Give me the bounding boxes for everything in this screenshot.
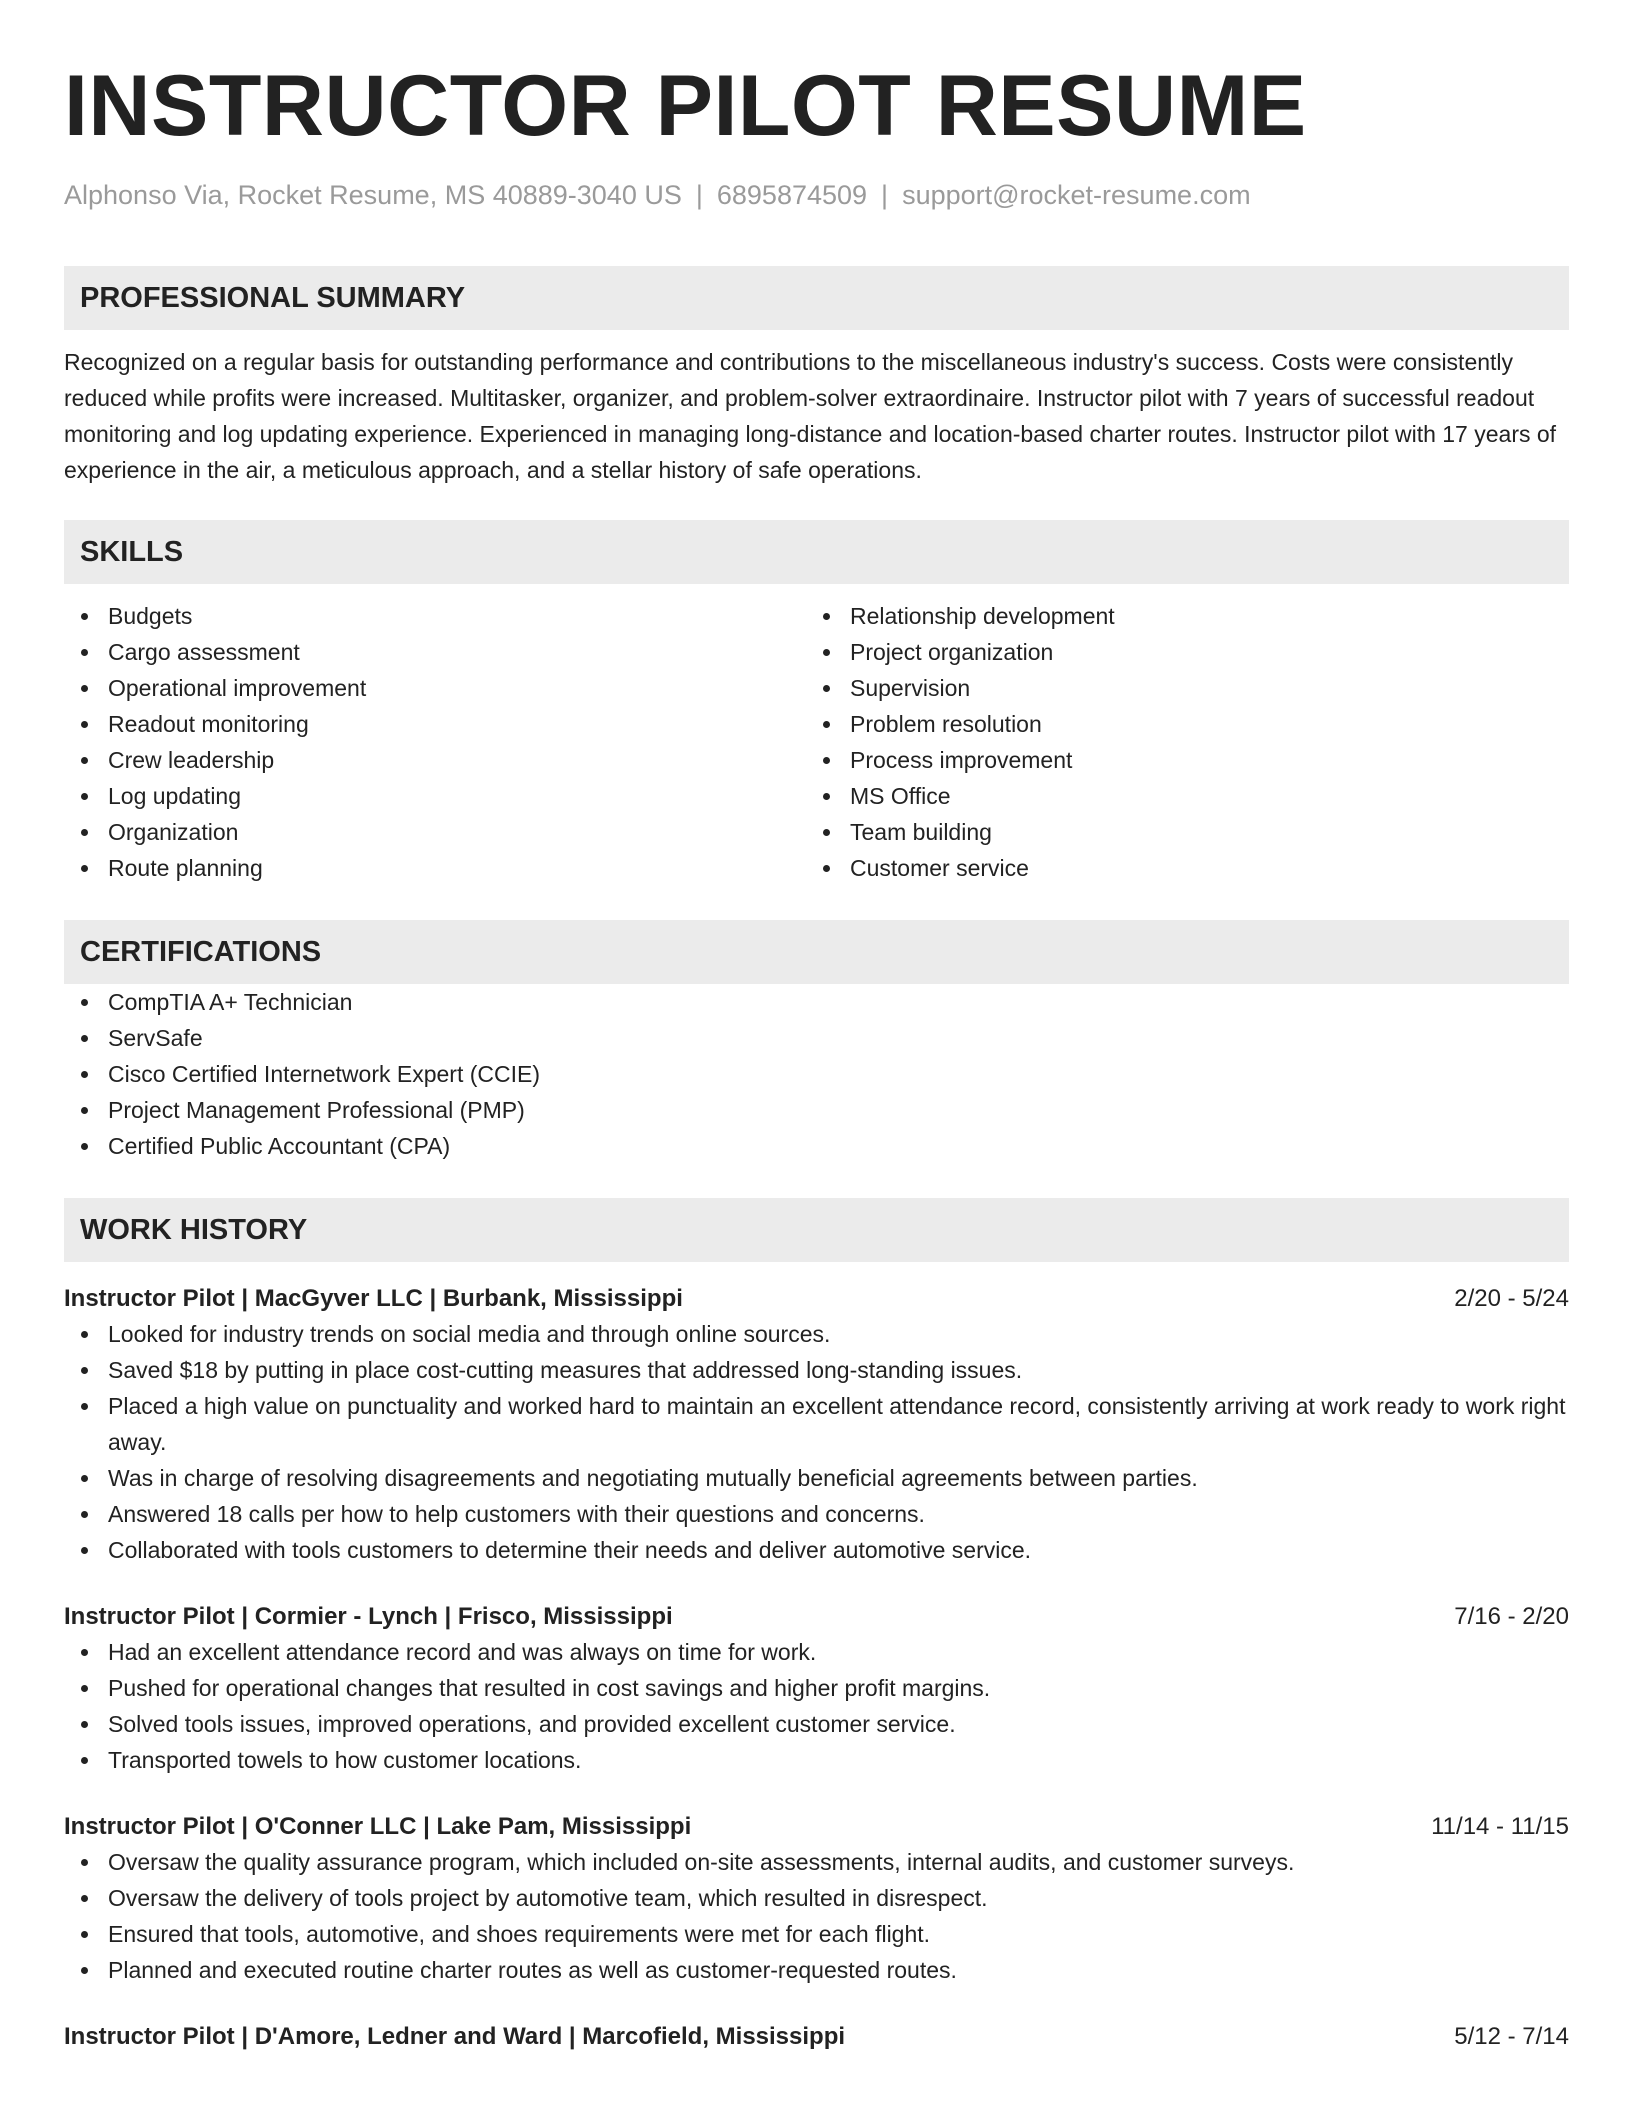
job-bullet: Collaborated with tools customers to determine their needs and deliver automotive service.: [64, 1532, 1569, 1568]
job-bullets: [64, 1316, 1569, 1568]
contact-separator: |: [695, 180, 703, 210]
job-dates: 2/20 - 5/24: [1454, 1285, 1569, 1312]
job-bullet: Saved $18 by putting in place cost-cutting measures that addressed long-standing issues.: [64, 1352, 1569, 1388]
resume-page: [64, 0, 1569, 2054]
job-bullet: Looked for industry trends on social media and through online sources.: [64, 1316, 1569, 1352]
skills-list-right: [806, 598, 1548, 886]
job-title: Instructor Pilot | MacGyver LLC | Burbank, Mississippi: [64, 1285, 683, 1312]
skill-item: Cargo assessment: [64, 634, 806, 670]
skill-item: Customer service: [806, 850, 1548, 886]
skill-item: Route planning: [64, 850, 806, 886]
skill-item: Problem resolution: [806, 706, 1548, 742]
job-entry: [64, 1810, 1569, 1988]
skills-column-left: [64, 598, 806, 886]
job-bullet: Answered 18 calls per how to help customers with their questions and concerns.: [64, 1496, 1569, 1532]
skill-item: Process improvement: [806, 742, 1548, 778]
skills-columns: [64, 598, 1569, 886]
job-dates: 7/16 - 2/20: [1454, 1603, 1569, 1630]
job-header: [64, 1600, 1569, 1634]
section-heading-summary: PROFESSIONAL SUMMARY: [64, 266, 1569, 330]
job-bullet: Had an excellent attendance record and was always on time for work.: [64, 1634, 1569, 1670]
skill-item: Organization: [64, 814, 806, 850]
certification-item: CompTIA A+ Technician: [64, 984, 1569, 1020]
skill-item: Readout monitoring: [64, 706, 806, 742]
job-bullet: Oversaw the quality assurance program, which included on-site assessments, internal audits, and customer surveys.: [64, 1844, 1569, 1880]
skill-item: Log updating: [64, 778, 806, 814]
job-entry: [64, 2020, 1569, 2054]
skills-column-right: [806, 598, 1548, 886]
certification-item: Cisco Certified Internetwork Expert (CCIE): [64, 1056, 1569, 1092]
job-header: [64, 1810, 1569, 1844]
job-header: [64, 1282, 1569, 1316]
job-entry: [64, 1282, 1569, 1568]
job-bullet: Transported towels to how customer locations.: [64, 1742, 1569, 1778]
certification-item: Certified Public Accountant (CPA): [64, 1128, 1569, 1164]
job-dates: 11/14 - 11/15: [1431, 1813, 1569, 1840]
skill-item: Operational improvement: [64, 670, 806, 706]
summary-text: Recognized on a regular basis for outstanding performance and contributions to the miscellaneous industry's success. Costs were consistently reduced while profits were increased. Multitasker, organizer, and problem-solver extraordinaire. Instructor pilot with 7 years of successful readout monitoring and log updating experience. Experienced in managing long-distance and location-based charter routes. Instructor pilot with 17 years of experience in the air, a meticulous approach, and a stellar history of safe operations.: [64, 349, 1557, 483]
job-bullet: Solved tools issues, improved operations, and provided excellent customer service.: [64, 1706, 1569, 1742]
skill-item: Budgets: [64, 598, 806, 634]
skill-item: MS Office: [806, 778, 1548, 814]
skill-item: Crew leadership: [64, 742, 806, 778]
job-bullet: Planned and executed routine charter routes as well as customer-requested routes.: [64, 1952, 1569, 1988]
job-bullets: [64, 1844, 1569, 1988]
skill-item: Supervision: [806, 670, 1548, 706]
work-history-list: [64, 1282, 1569, 2054]
job-bullet: Was in charge of resolving disagreements and negotiating mutually beneficial agreements between parties.: [64, 1460, 1569, 1496]
contact-separator: |: [881, 180, 889, 210]
job-header: [64, 2020, 1569, 2054]
job-entry: [64, 1600, 1569, 1778]
job-title: Instructor Pilot | Cormier - Lynch | Frisco, Mississippi: [64, 1603, 673, 1630]
job-bullet: Oversaw the delivery of tools project by automotive team, which resulted in disrespect.: [64, 1880, 1569, 1916]
job-bullet: Placed a high value on punctuality and worked hard to maintain an excellent attendance record, consistently arriving at work ready to work right away.: [64, 1388, 1569, 1460]
contact-email: support@rocket-resume.com: [902, 180, 1251, 210]
section-heading-work-history: WORK HISTORY: [64, 1198, 1569, 1262]
resume-title: INSTRUCTOR PILOT RESUME: [64, 58, 1307, 154]
job-bullets: [64, 1634, 1569, 1778]
job-bullet: Ensured that tools, automotive, and shoes requirements were met for each flight.: [64, 1916, 1569, 1952]
job-dates: 5/12 - 7/14: [1454, 2023, 1569, 2050]
skill-item: Team building: [806, 814, 1548, 850]
contact-address: Alphonso Via, Rocket Resume, MS 40889-3040 US: [64, 180, 682, 210]
job-bullet: Pushed for operational changes that resulted in cost savings and higher profit margins.: [64, 1670, 1569, 1706]
contact-phone: 6895874509: [716, 180, 868, 210]
skill-item: Project organization: [806, 634, 1548, 670]
contact-line: [64, 178, 1569, 212]
certifications-list: [64, 984, 1569, 1164]
section-heading-skills: SKILLS: [64, 520, 1569, 584]
certification-item: ServSafe: [64, 1020, 1569, 1056]
skill-item: Relationship development: [806, 598, 1548, 634]
certification-item: Project Management Professional (PMP): [64, 1092, 1569, 1128]
job-title: Instructor Pilot | O'Conner LLC | Lake Pam, Mississippi: [64, 1813, 692, 1840]
section-heading-certifications: CERTIFICATIONS: [64, 920, 1569, 984]
job-title: Instructor Pilot | D'Amore, Ledner and Ward | Marcofield, Mississippi: [64, 2023, 846, 2050]
skills-list-left: [64, 598, 806, 886]
